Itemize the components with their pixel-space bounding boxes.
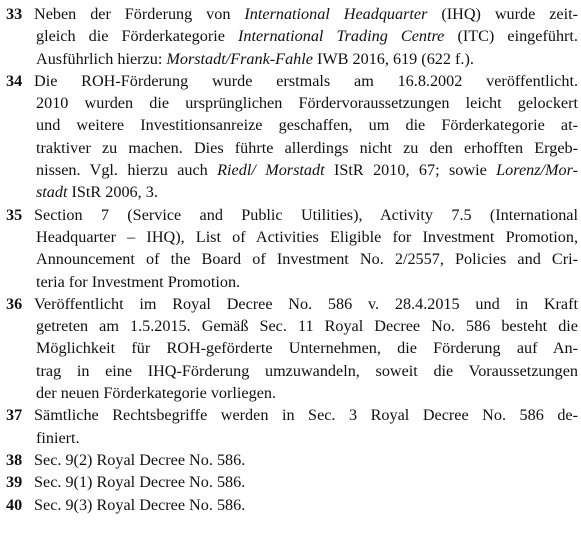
footnote-text: Sämtliche Rechtsbegriffe werden in Sec. 3 Royal Decree No. 586 de- [34,406,578,425]
footnote-text: traktiver zu machen. Dies führte allerdings nicht zu den erhofften Ergeb- [36,138,578,157]
footnote-text: der neuen Förderkategorie vorliegen. [36,384,277,403]
citation-text: International Headquarter [244,5,428,23]
footnote-text: Sec. 9(1) Royal Decree No. 586. [34,473,246,492]
footnote-number: 33 [6,5,23,23]
footnote-line [6,181,578,203]
footnote-line [6,48,578,70]
footnote-33 [6,3,578,70]
footnote-text: Sec. 9(3) Royal Decree No. 586. [34,495,246,514]
footnote-line [6,382,578,404]
footnote-39 [6,471,578,493]
footnote-line [6,293,578,315]
citation-text: International Trading Centre [238,27,445,46]
footnote-40 [6,494,578,516]
footnote-line [6,3,578,25]
footnote-number: 36 [6,294,23,313]
footnote-37 [6,404,578,449]
citation-text: Lorenz/Mor- [496,161,578,180]
footnote-text: Neben der Förderung von [34,5,245,23]
footnote-text: (ITC) eingeführt. [444,27,578,46]
footnote-line [6,159,578,181]
footnote-text: getreten am 1.5.2015. Gemäß Sec. 11 Royal Decree No. 586 besteht die [36,317,578,336]
footnote-number: 38 [6,450,23,469]
footnote-number: 35 [6,205,23,224]
footnote-text: Die ROH-Förderung wurde erstmals am 16.8.2002 veröffentlicht. [34,71,578,90]
footnote-text: IStR 2010, 67; sowie [324,161,497,180]
footnote-number: 37 [6,406,23,425]
footnote-line [6,449,578,471]
footnote-text: finiert. [36,428,80,447]
footnote-text: trag in eine IHQ-Förderung umzuwandeln, soweit die Voraussetzungen [36,361,578,380]
footnote-text: und weitere Investitionsanreize geschaffen, um die Förderkategorie at- [36,116,578,135]
footnote-number: 39 [6,473,23,492]
citation-text: Morstadt/Frank-Fahle [166,49,313,68]
footnote-35 [6,204,578,293]
footnote-line [6,248,578,270]
footnote-line [6,92,578,114]
footnote-text: Veröffentlicht im Royal Decree No. 586 v. 28.4.2015 und in Kraft [34,294,578,313]
footnote-line [6,315,578,337]
footnote-text: nissen. Vgl. hierzu auch [36,161,218,180]
footnote-line [6,427,578,449]
footnote-line [6,471,578,493]
footnote-text: gleich die Förderkategorie [36,27,238,46]
footnote-text: Ausführlich hierzu: [36,49,167,68]
footnote-text: Sec. 9(2) Royal Decree No. 586. [34,450,246,469]
footnote-text: IStR 2006, 3. [67,183,158,202]
footnote-38 [6,449,578,471]
footnote-34 [6,70,578,204]
citation-text: stadt [36,183,68,202]
footnote-text: (IHQ) wurde zeit- [427,5,578,23]
footnote-line [6,404,578,426]
footnote-36 [6,293,578,404]
footnote-text: IWB 2016, 619 (622 f.). [312,49,474,68]
footnote-line [6,271,578,293]
footnote-line [6,494,578,516]
footnote-text: teria for Investment Promotion. [36,272,241,291]
footnote-line [6,337,578,359]
footnote-line [6,137,578,159]
footnote-text: Möglichkeit für ROH-geförderte Unternehmen, die Förderung auf An- [36,339,578,358]
footnote-line [6,25,578,47]
footnote-line [6,204,578,226]
footnote-number: 40 [6,495,23,514]
footnote-text: 2010 wurden die ursprünglichen Fördervoraussetzungen leicht gelockert [36,94,578,113]
footnote-number: 34 [6,71,23,90]
footnote-line [6,114,578,136]
citation-text: Riedl/ Morstadt [217,161,325,180]
footnote-text: Announcement of the Board of Investment No. 2/2557, Policies and Cri- [36,250,578,269]
footnote-line [6,226,578,248]
footnote-line [6,70,578,92]
footnote-text: Headquarter – IHQ), List of Activities Eligible for Investment Promotion, [36,227,578,246]
footnote-text: Section 7 (Service and Public Utilities), Activity 7.5 (International [34,205,578,224]
footnote-line [6,360,578,382]
